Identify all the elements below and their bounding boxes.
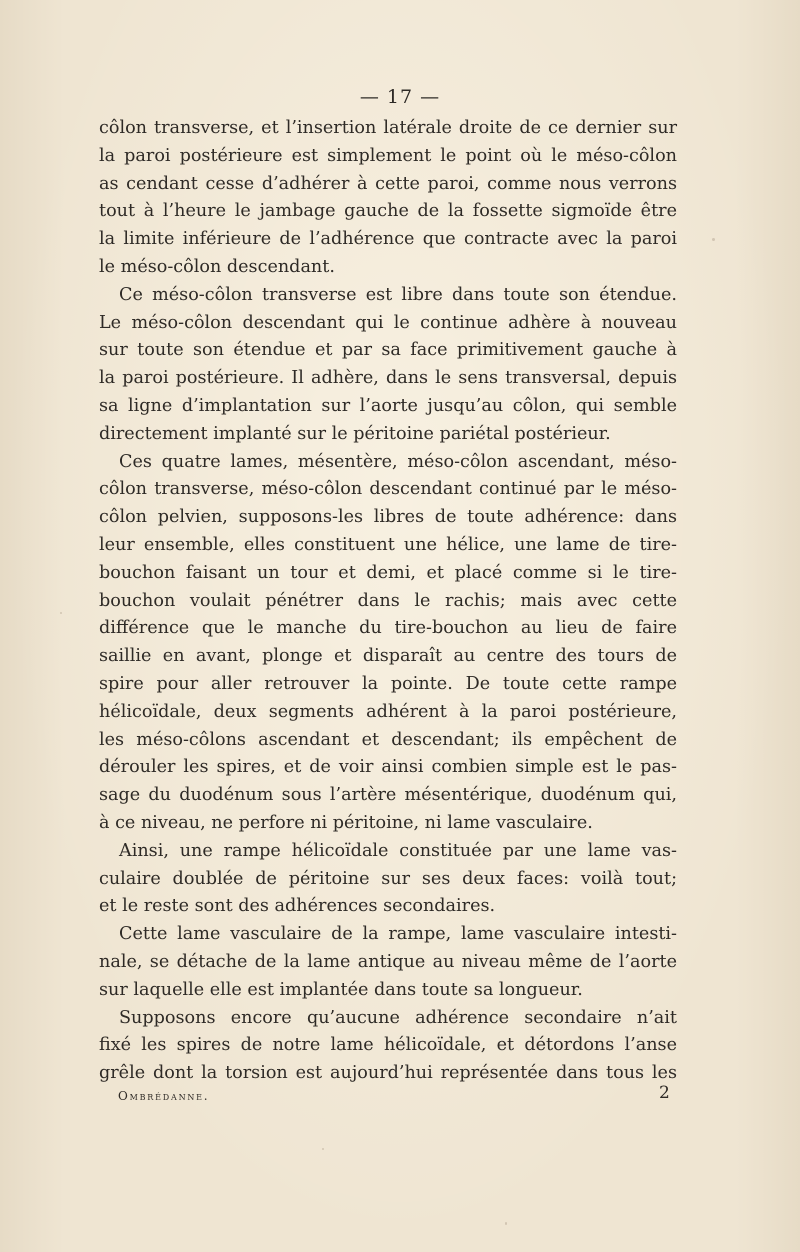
text-line: côlon transverse, et l’insertion latérale droite de ce dernier sur [99, 118, 677, 138]
text-line: sa ligne d’implantation sur l’aorte jusqu’au côlon, qui semble [99, 395, 677, 416]
body-text [99, 115, 677, 1088]
text-line: dérouler les spires, et de voir ainsi combien simple est le pas- [99, 757, 677, 778]
text-line: hélicoïdale, deux segments adhérent à la paroi postérieure, [99, 701, 677, 722]
text-line: bouchon voulait pénétrer dans le rachis; mais avec cette [99, 590, 677, 611]
text-line: la paroi postérieure est simplement le point où le méso-côlon [99, 145, 677, 166]
text-line: à ce niveau, ne perfore ni péritoine, ni lame vasculaire. [99, 812, 593, 833]
footer-signature: Ombrédanne. [118, 1089, 210, 1103]
text-line: les méso-côlons ascendant et descendant; ils empêchent de [99, 729, 677, 750]
text-line: as cendant cesse d’adhérer à cette paroi, comme nous verrons [99, 173, 677, 194]
text-line: Le méso-côlon descendant qui le continue adhère à nouveau [99, 312, 677, 333]
text-line: la limite inférieure de l’adhérence que contracte avec la paroi [99, 229, 677, 250]
text-line: Supposons encore qu’aucune adhérence secondaire n’ait [119, 1007, 677, 1028]
text-line: et le reste sont des adhérences secondaires. [99, 896, 496, 917]
text-line: la paroi postérieure. Il adhère, dans le sens transversal, depuis [99, 368, 677, 389]
text-line: culaire doublée de péritoine sur ses deux faces: voilà tout; [99, 868, 677, 889]
footer-sheet-number: 2 [659, 1083, 670, 1103]
text-line: sur toute son étendue et par sa face primitivement gauche à [99, 340, 677, 361]
text-line: grêle dont la torsion est aujourd’hui représentée dans tous les [99, 1063, 677, 1084]
text-line: bouchon faisant un tour et demi, et placé comme si le tire- [99, 562, 677, 583]
paper-speck [712, 238, 715, 241]
text-line: différence que le manche du tire-bouchon au lieu de faire [99, 618, 677, 639]
paper-speck [322, 1148, 324, 1150]
text-line: côlon transverse, méso-côlon descendant continué par le méso- [99, 479, 677, 500]
text-line: Ces quatre lames, mésentère, méso-côlon ascendant, méso- [119, 451, 677, 472]
text-line: spire pour aller retrouver la pointe. De toute cette rampe [99, 673, 677, 694]
paper-speck [505, 1222, 507, 1225]
text-line: saillie en avant, plonge et disparaît au centre des tours de [99, 646, 677, 667]
text-line: directement implanté sur le péritoine pariétal postérieur. [99, 423, 611, 444]
paper-speck [60, 612, 62, 614]
text-line: Cette lame vasculaire de la rampe, lame vasculaire intesti- [119, 924, 677, 945]
page-number: — 17 — [359, 86, 441, 108]
text-line: fixé les spires de notre lame hélicoïdale, et détordons l’anse [99, 1035, 677, 1056]
text-line: nale, se détache de la lame antique au niveau même de l’aorte [99, 951, 677, 972]
text-line: le méso-côlon descendant. [99, 256, 335, 277]
text-line: sage du duodénum sous l’artère mésentérique, duodénum qui, [99, 785, 677, 806]
text-line: Ce méso-côlon transverse est libre dans toute son étendue. [119, 284, 677, 305]
text-line: leur ensemble, elles constituent une hélice, une lame de tire- [99, 534, 677, 555]
text-line: côlon pelvien, supposons-les libres de toute adhérence: dans [99, 507, 677, 528]
text-line: tout à l’heure le jambage gauche de la fossette sigmoïde être [99, 201, 677, 222]
text-line: Ainsi, une rampe hélicoïdale constituée par une lame vas- [119, 840, 677, 861]
text-line: sur laquelle elle est implantée dans toute sa longueur. [99, 979, 583, 1000]
